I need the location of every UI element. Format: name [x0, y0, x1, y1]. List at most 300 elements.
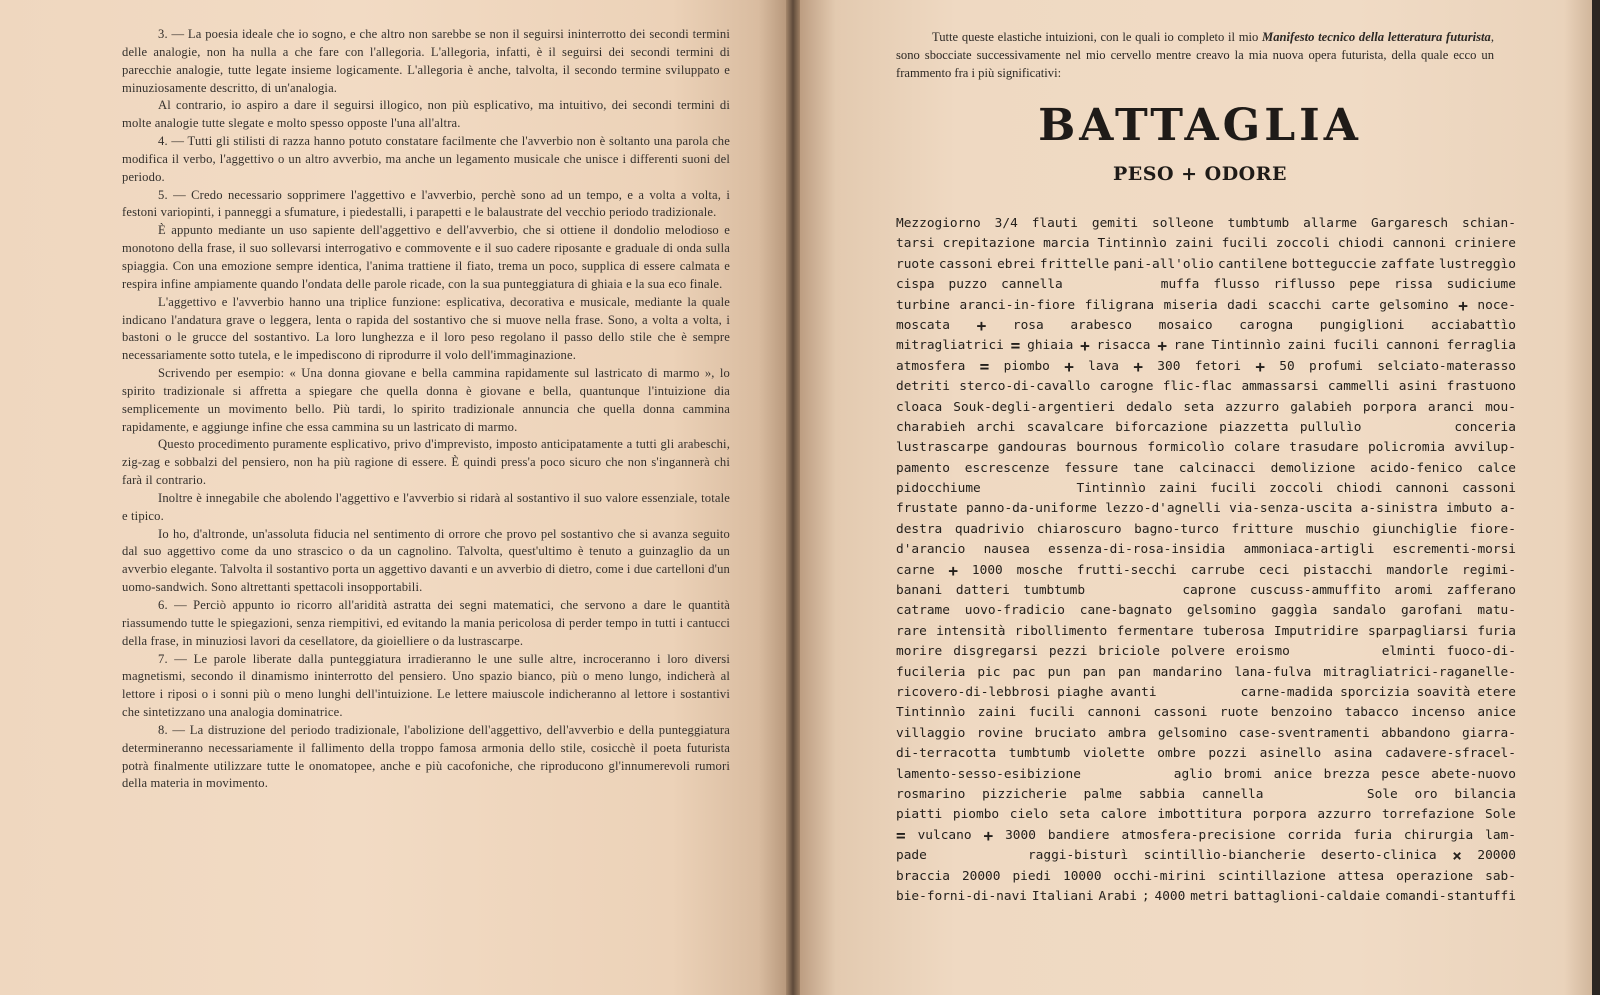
poem-line: [896, 581, 1516, 601]
poem-word: cassoni: [1461, 481, 1516, 497]
poem-word: bruciato: [1034, 725, 1097, 741]
poem-word: matu-: [1477, 603, 1516, 619]
book-gutter: [786, 0, 800, 995]
poem-word: piazzetta: [1219, 419, 1289, 435]
poem-word: carogne: [1099, 379, 1154, 395]
poem-word: zaffate: [1380, 256, 1435, 272]
poem-word: frittelle: [1039, 256, 1110, 272]
poem-word: uovo-fradicio: [964, 603, 1065, 619]
poem-word: fucili: [1028, 705, 1075, 721]
math-sign: +: [1458, 295, 1468, 315]
poem-word: aglio: [1173, 766, 1213, 782]
poem-word: pezzi: [1048, 644, 1088, 660]
poem-word: case-sventramenti: [1238, 725, 1370, 741]
poem-word: ferraglia: [1446, 338, 1516, 354]
poem-word: asini: [1398, 379, 1438, 395]
poem-word: fessure: [1064, 460, 1119, 476]
poem-word: brezza: [1323, 766, 1370, 782]
poem-line: [896, 683, 1516, 703]
poem-word: fetori: [1194, 358, 1241, 374]
poem-word: cuscuss-ammuffito: [1249, 583, 1381, 599]
poem-word: mosche: [1016, 562, 1063, 578]
poem-word: mitragliatrici-raganelle-: [1323, 664, 1516, 680]
poem-word: cassoni: [1153, 705, 1208, 721]
poem-word: avvilup-: [1454, 440, 1516, 456]
poem-word: fucileria: [896, 664, 966, 680]
poem-line: [896, 663, 1516, 683]
poem-word: scacchi: [1267, 297, 1322, 313]
poem-word: lava: [1088, 358, 1119, 374]
poem-word: cannoni: [1392, 236, 1447, 252]
poem-line: [896, 438, 1516, 458]
poem-word: piombo: [1003, 358, 1050, 374]
poem-word: cannoni: [1395, 481, 1450, 497]
poem-word: ghiaia: [1027, 338, 1074, 354]
poem-word: fuoco-di-: [1446, 644, 1516, 660]
poem-line: [896, 765, 1516, 785]
poem-line: [896, 296, 1516, 316]
poem-word: galabieh: [1290, 399, 1352, 415]
poem-word: garofani: [1400, 603, 1463, 619]
poem-word: incenso: [1411, 705, 1466, 721]
poem-word: giunchiglie: [1372, 521, 1458, 537]
white-space-gap: [1077, 275, 1147, 295]
poem-word: atmosfera: [896, 358, 966, 374]
poem-word: carrube: [1190, 562, 1245, 578]
poem-word: sudiciume: [1446, 277, 1516, 293]
poem-word: chiaroscuro: [1036, 521, 1122, 537]
poem-word: frutti-secchi: [1076, 562, 1177, 578]
poem-word: elminti: [1381, 644, 1436, 660]
poem-word: chiodi: [1336, 481, 1383, 497]
poem-word: Imputridire: [1273, 623, 1359, 639]
poem-line: [896, 744, 1516, 764]
math-sign: =: [979, 356, 990, 376]
poem-word: briciole: [1098, 644, 1161, 660]
poem-word: cielo: [1009, 807, 1049, 823]
poem-word: tuberosa: [1202, 623, 1265, 639]
poem-word: pac: [1012, 664, 1036, 680]
poem-word: rissa: [1394, 277, 1433, 293]
poem-word: zafferano: [1446, 583, 1516, 599]
poem-word: 4000: [1154, 888, 1186, 904]
poem-word: tumbtumb: [1008, 746, 1071, 762]
poem-word: braccia: [896, 868, 950, 884]
poem-word: charabieh: [896, 419, 966, 435]
poem-word: sab-: [1485, 868, 1516, 884]
poem-word: tumbtumb: [1023, 583, 1086, 599]
poem-word: catrame: [896, 603, 950, 619]
poem-word: torrefazione: [1381, 807, 1475, 823]
poem-word: mandarino: [1152, 664, 1223, 680]
left-paragraph: 4. — Tutti gli stilisti di razza hanno potuto constatare facilmente che l'avverbio non è soltanto una parola che modifica il verbo, l'aggettivo o un altro avverbio, ma anche un legamento musicale che unisce i differenti suoni del periodo.: [122, 134, 730, 184]
poem-word: ebrei: [997, 256, 1036, 272]
poem-word: cammelli: [1327, 379, 1390, 395]
poem-word: scavalcare: [1026, 419, 1104, 435]
poem-word: essenza-di-rosa-insidia: [1048, 542, 1226, 558]
poem-word: rosmarino: [896, 786, 966, 802]
poem-word: caprone: [1182, 583, 1237, 599]
poem-word: a-sinistra: [1360, 501, 1438, 517]
poem-word: pun: [1047, 664, 1071, 680]
left-paragraph: 3. — La poesia ideale che io sogno, e che altro non sarebbe se non il seguirsi ininterrotto dei secondi termini delle analogie, non ha nulla a che fare con l'allegoria. L'allegoria, infatti, è il seguirsi dei secondi termini di parecchie analogie, tutte legate insieme logicamente. L'allegoria è anche, talvolta, il secondo termine sviluppato e minuziosamente descritto, di un'analogia.: [122, 27, 730, 95]
poem-word: pungiglioni: [1319, 317, 1405, 333]
poem-word: calore: [1100, 807, 1147, 823]
poem-word: calcinacci: [1178, 460, 1256, 476]
poem-word: sporcizia: [1340, 684, 1410, 700]
poem-word: zaini: [1174, 236, 1214, 252]
poem-line: [896, 479, 1516, 499]
poem-word: d'arancio: [896, 542, 966, 558]
poem-word: anice: [1273, 766, 1313, 782]
poem-word: profumi: [1309, 358, 1363, 374]
poem-word: Souk-degli-argentieri: [953, 399, 1116, 415]
poem-word: zaini: [977, 705, 1017, 721]
left-paragraph: L'aggettivo e l'avverbio hanno una triplice funzione: esplicativa, decorativa e musicale, mediante la quale indicano l'andatura grave o leggera, lenta o rapida del sostantivo che si muove nella frase. Sono, a volta a volta, i bastoni o le grucce del sostantivo. La loro lunghezza e il loro peso regolano il passo dello stile che è sempre necessariamente sotto tutela, e le impediscono di riprodurre il volo dell'immaginazione.: [122, 294, 730, 363]
poem-word: raggi-bisturì: [1027, 848, 1129, 864]
poem-word: regimi-: [1462, 562, 1516, 578]
poem-word: chiodi: [1337, 236, 1385, 252]
poem-word: tabacco: [1344, 705, 1399, 721]
poem-word: flusso: [1213, 277, 1260, 293]
poem-word: fucili: [1332, 338, 1380, 354]
poem-word: fritture: [1231, 521, 1294, 537]
poem-word: seta: [1058, 807, 1090, 823]
poem-word: azzurro: [1317, 807, 1372, 823]
intro-text-end: , sono sbocciate successivamente nel mio cervello mentre creavo la mia nuova opera futurista, della quale ecco un frammento fra i più significativi:: [896, 30, 1494, 80]
poem-word: rosa: [1012, 317, 1044, 333]
poem-word: comandi-stantuffi: [1384, 888, 1516, 904]
poem-word: puzzo: [948, 277, 988, 293]
poem-word: porpora: [1362, 399, 1417, 415]
poem-word: tarsi: [896, 236, 935, 252]
left-paragraph: 8. — La distruzione del periodo tradizionale, l'abolizione dell'aggettivo, dell'avverbio e della punteggiatura determineranno necessariamente il fallimento della troppo famosa armonia dello stile, cosicchè il poeta futurista potrà finalmente utilizzare tutte le onomatopee, anche e più cacofoniche, che riproducono gl'innumerevoli rumori della materia in movimento.: [122, 722, 730, 791]
poem-word: aranci-in-fiore: [959, 297, 1076, 313]
poem-word: selciato-materasso: [1377, 358, 1516, 374]
poem-line: [896, 622, 1516, 642]
poem-word: occhi-mirini: [1113, 868, 1206, 884]
poem-line: [896, 520, 1516, 540]
poem-word: trasudare: [1289, 440, 1359, 456]
poem-word: a-: [1500, 501, 1516, 517]
poem-word: lam-: [1485, 827, 1516, 843]
poem-word: policromia: [1367, 440, 1445, 456]
poem-word: ;: [1141, 888, 1150, 904]
poem-word: pullulìo: [1299, 419, 1362, 435]
poem-word: mou-: [1485, 399, 1516, 415]
poem-word: gelsomino: [1157, 725, 1228, 741]
poem-line: [896, 724, 1516, 744]
poem-word: morire: [896, 644, 943, 660]
poem-word: Tintinnìo: [1211, 338, 1281, 354]
poem-subtitle: PESO + ODORE: [1112, 163, 1288, 185]
poem-word: fucili: [1210, 481, 1257, 497]
poem-word: scintillazione: [1217, 868, 1326, 884]
poem-word: bromi: [1223, 766, 1263, 782]
poem-word: sabbia: [1138, 786, 1186, 802]
intro-paragraph: [896, 28, 1494, 82]
poem-word: fucili: [1221, 236, 1268, 252]
poem-word: dadi: [1227, 297, 1258, 313]
poem-line: [896, 418, 1516, 438]
poem-word: lustreggìo: [1438, 256, 1516, 272]
poem-word: zoccoli: [1269, 481, 1324, 497]
poem-word: cassoni: [938, 256, 993, 272]
poem-word: muschio: [1305, 521, 1360, 537]
left-paragraph: 5. — Credo necessario sopprimere l'aggettivo e l'avverbio, perchè sono ad un tempo, e a volta a volta, i festoni variopinti, i panneggi a sfumature, i piedestalli, i parapetti e le balaustrate del vecchio periodo tradizionale.: [122, 187, 730, 220]
poem-word: escrescenze: [964, 460, 1050, 476]
poem-word: noce-: [1477, 297, 1516, 313]
poem-word: fermentare: [1116, 623, 1194, 639]
poem-word: archi: [976, 419, 1016, 435]
poem-word: bilancia: [1454, 786, 1516, 802]
poem-word: ribollimento: [1014, 623, 1108, 639]
poem-word: 3/4: [994, 216, 1018, 231]
poem-line: [896, 846, 1516, 866]
poem-word: formicolìo: [1147, 440, 1225, 456]
poem-word: azzurro: [1225, 399, 1280, 415]
poem-word: disgregarsi: [953, 644, 1038, 660]
white-space-gap: [1164, 683, 1234, 703]
poem-line: [896, 561, 1516, 581]
poem-word: palme: [1083, 786, 1123, 802]
poem-word: fiore-: [1469, 521, 1516, 537]
poem-word: 300: [1157, 358, 1181, 374]
poem-word: cane-bagnato: [1079, 603, 1173, 619]
poem-word: piaghe: [1057, 684, 1104, 700]
math-sign: +: [1157, 336, 1167, 356]
poem-word: turbine: [896, 297, 950, 313]
poem-word: sterco-di-cavallo: [959, 379, 1091, 395]
poem-word: scintillìo-biancherie: [1143, 848, 1306, 864]
left-paragraph: Scrivendo per esempio: « Una donna giovane e bella cammina rapidamente sul lastricato di marmo », lo spirito tradizionale si affretta a spiegare che quella donna è giovane e bella, quantunque l'intuizione dia semplicemente un movimento bello. Più tardi, lo spirito tradizionale annuncia che quella donna cammina rapidamente, e aggiunge infine che essa cammina su un lastricato di marmo.: [122, 366, 730, 434]
math-sign: +: [976, 315, 987, 335]
poem-word: quadrivio: [954, 521, 1025, 537]
poem-word: rare: [896, 623, 927, 639]
poem-word: asinello: [1259, 746, 1322, 762]
poem-word: carne-madida: [1240, 684, 1334, 700]
poem-word: pic: [977, 664, 1001, 680]
poem-word: flic-flac: [1162, 379, 1233, 395]
poem-word: demolizione: [1270, 460, 1356, 476]
poem-word: riflusso: [1273, 277, 1336, 293]
poem-word: piatti: [896, 807, 943, 823]
poem-word: aranci: [1427, 399, 1475, 415]
poem-line: [896, 398, 1516, 418]
poem-word: frustate: [896, 501, 958, 517]
poem-word: muffa: [1160, 277, 1200, 293]
white-space-gap: [1280, 785, 1350, 805]
poem-word: Arabi: [1098, 888, 1137, 904]
poem-word: via-senza-uscita: [1229, 501, 1353, 517]
poem-line: [896, 887, 1516, 907]
math-sign: =: [1010, 336, 1021, 356]
poem-word: allarme: [1303, 216, 1358, 231]
poem-word: cadavere-sfracel-: [1384, 746, 1516, 762]
poem-line: [896, 805, 1516, 825]
poem-word: pan: [1117, 664, 1141, 680]
math-sign: +: [1064, 356, 1074, 376]
poem-word: imbottitura: [1157, 807, 1243, 823]
poem-word: gelsomino: [1379, 297, 1449, 313]
poem-line: [896, 377, 1516, 397]
poem-word: Italiani: [1031, 888, 1094, 904]
poem-word: crepitazione: [942, 236, 1036, 252]
left-paragraph: 6. — Perciò appunto io ricorro all'aridità astratta dei segni matematici, che servono a dare le quantità riassumendo tutte le spiegazioni, senza riempitivi, ed evitando la mania pericolosa di perder tempo in tutti i cantucci della frase, in minuziosi lavori da cesellatore, da gioielliere o da lustrascarpe.: [122, 598, 730, 648]
poem-word: polvere: [1170, 644, 1225, 660]
poem-word: villaggio: [896, 725, 966, 741]
poem-word: schian-: [1461, 216, 1516, 231]
poem-word: Tintinnìo: [1076, 481, 1146, 497]
poem-word: mandorle: [1386, 562, 1449, 578]
poem-word: violette: [1083, 746, 1145, 762]
manifesto-title: Manifesto tecnico della letteratura futurista: [1262, 30, 1491, 44]
left-paragraph: Io ho, d'altronde, un'assoluta fiducia nel sentimento di orrore che provo pel sostantivo che si avanza seguito dal suo aggettivo come da uno strascico o da un cagnolino. Talvolta, quest'ultimo è tenuto a guinzaglio da un avverbio elegante. Talvolta il sostantivo porta un aggettivo davanti e un avverbio di dietro, come i due cartelloni d'un uomo-sandwich. Sono altrettanti spettacoli insopportabili.: [122, 526, 730, 595]
poem-word: avanti: [1110, 684, 1157, 700]
poem-word: benzoino: [1270, 705, 1333, 721]
poem-line: [896, 601, 1516, 621]
parole-in-liberta-block: [896, 214, 1516, 907]
poem-word: chirurgia: [1403, 827, 1474, 843]
poem-word: acido-fenico: [1370, 460, 1463, 476]
poem-word: sparpagliarsi: [1367, 623, 1469, 639]
poem-word: pizzicherie: [982, 786, 1067, 802]
poem-title: BATTAGLIA: [1038, 100, 1362, 151]
math-sign: +: [983, 825, 994, 845]
poem-word: gelsomino: [1187, 603, 1257, 619]
poem-word: cannella: [1201, 786, 1264, 802]
poem-word: pepe: [1349, 277, 1381, 293]
poem-word: ombre: [1157, 746, 1196, 762]
poem-line: [896, 336, 1516, 356]
poem-word: atmosfera-precisione: [1121, 827, 1276, 843]
poem-word: asina: [1333, 746, 1373, 762]
poem-word: colare: [1233, 440, 1280, 456]
left-paragraph: Al contrario, io aspiro a dare il seguirsi illogico, non più esplicativo, ma intuitivo, dei secondi termini di molte analogie tutte slegate e molto spesso opposte l'una all'altra.: [122, 98, 730, 131]
poem-word: dedalo: [1126, 399, 1173, 415]
poem-word: carogna: [1239, 317, 1294, 333]
poem-word: bandiere: [1047, 827, 1110, 843]
poem-word: ceci: [1258, 562, 1290, 578]
poem-word: seta: [1183, 399, 1215, 415]
poem-word: cannoni: [1385, 338, 1440, 354]
poem-word: imbuto: [1446, 501, 1493, 517]
math-sign: +: [1080, 336, 1090, 356]
poem-word: banani: [896, 583, 943, 599]
poem-word: pan: [1082, 664, 1106, 680]
poem-word: escrementi-morsi: [1392, 542, 1516, 558]
poem-line: [896, 275, 1516, 295]
poem-word: risacca: [1096, 338, 1151, 354]
poem-line: [896, 316, 1516, 336]
poem-word: mosaico: [1158, 317, 1213, 333]
poem-word: deserto-clinica: [1321, 848, 1437, 864]
poem-word: pistacchi: [1303, 562, 1373, 578]
poem-line: [896, 785, 1516, 805]
poem-line: [896, 540, 1516, 560]
poem-word: cannella: [1001, 277, 1063, 293]
poem-word: zaini: [1287, 338, 1327, 354]
poem-word: metri: [1190, 888, 1229, 904]
poem-word: operazione: [1396, 868, 1474, 884]
poem-word: oro: [1414, 786, 1438, 802]
poem-word: pesce: [1381, 766, 1420, 782]
math-sign: +: [1133, 356, 1143, 376]
poem-word: 1000: [971, 562, 1003, 578]
poem-word: pozzi: [1208, 746, 1247, 762]
poem-word: acciabattìo: [1431, 317, 1516, 333]
poem-word: biforcazione: [1115, 419, 1208, 435]
poem-word: ambra: [1107, 725, 1147, 741]
poem-word: datteri: [955, 583, 1010, 599]
poem-word: solleone: [1152, 216, 1214, 231]
poem-word: carte: [1331, 297, 1370, 313]
poem-word: Mezzogiorno: [896, 216, 981, 231]
poem-word: pidocchiume: [896, 481, 981, 497]
poem-word: pamento: [896, 460, 950, 476]
white-space-gap: [1301, 642, 1371, 662]
poem-word: rovine: [976, 725, 1024, 741]
poem-word: 50: [1279, 358, 1295, 374]
poem-word: anice: [1477, 705, 1516, 721]
intro-text-start: Tutte queste elastiche intuizioni, con le quali io completo il mio: [932, 30, 1262, 44]
poem-word: bournous: [1076, 440, 1139, 456]
poem-word: lana-fulva: [1234, 664, 1312, 680]
poem-word: tumbtumb: [1227, 216, 1290, 231]
poem-word: attesa: [1337, 868, 1385, 884]
poem-line: [896, 499, 1516, 519]
poem-word: calce: [1477, 460, 1516, 476]
white-space-gap: [1092, 765, 1162, 785]
poem-word: gemiti: [1091, 216, 1139, 231]
poem-word: aromi: [1394, 583, 1434, 599]
white-space-gap: [1099, 581, 1169, 601]
poem-word: piombo: [952, 807, 1000, 823]
left-paragraph: Inoltre è innegabile che abolendo l'aggettivo e l'avverbio si ridarà al sostantivo il suo valore essenziale, totale e tipico.: [122, 490, 730, 523]
page-edge: [1592, 0, 1600, 995]
poem-word: criniere: [1454, 236, 1516, 252]
poem-word: Tintinnìo: [1097, 236, 1167, 252]
poem-line: [896, 234, 1516, 254]
math-sign: =: [896, 825, 906, 845]
poem-word: eroismo: [1235, 644, 1290, 660]
left-paragraph: 7. — Le parole liberate dalla punteggiatura irradieranno le une sulle altre, incroceranno i loro diversi magnetismi, secondo il dinamismo ininterrotto del pensiero. Uno spazio bianco, più o meno lungo, indicherà al lettore i riposi o i sonni più o meno lunghi dell'intuizione. Le lettere maiuscole indicheranno al lettore i sostantivi che sintetizzano una analogia dominatrice.: [122, 651, 730, 720]
poem-word: miseria: [1163, 297, 1218, 313]
poem-word: corrida: [1287, 827, 1342, 843]
poem-word: destra: [896, 521, 943, 537]
poem-word: frastuono: [1446, 379, 1516, 395]
poem-word: di-terracotta: [896, 746, 997, 762]
poem-word: ricovero-di-lebbrosi: [896, 684, 1051, 700]
poem-word: conceria: [1454, 419, 1516, 435]
poem-word: panno-da-uniforme: [965, 501, 1097, 517]
poem-word: soavità: [1416, 684, 1471, 700]
poem-word: marcia: [1043, 236, 1090, 252]
poem-word: lezzo-d'agnelli: [1105, 501, 1221, 517]
poem-word: 20000: [961, 868, 1001, 884]
poem-word: cantilene: [1218, 256, 1288, 272]
white-space-gap: [942, 846, 1012, 866]
poem-word: Sole: [1366, 786, 1398, 802]
poem-word: ammoniaca-artigli: [1243, 542, 1375, 558]
poem-word: flauti: [1031, 216, 1078, 231]
poem-word: Sole: [1485, 807, 1516, 823]
poem-word: 10000: [1063, 868, 1102, 884]
poem-line: [896, 642, 1516, 662]
poem-word: porpora: [1252, 807, 1307, 823]
poem-word: pani-all'olio: [1113, 256, 1214, 272]
poem-line: [896, 867, 1516, 887]
